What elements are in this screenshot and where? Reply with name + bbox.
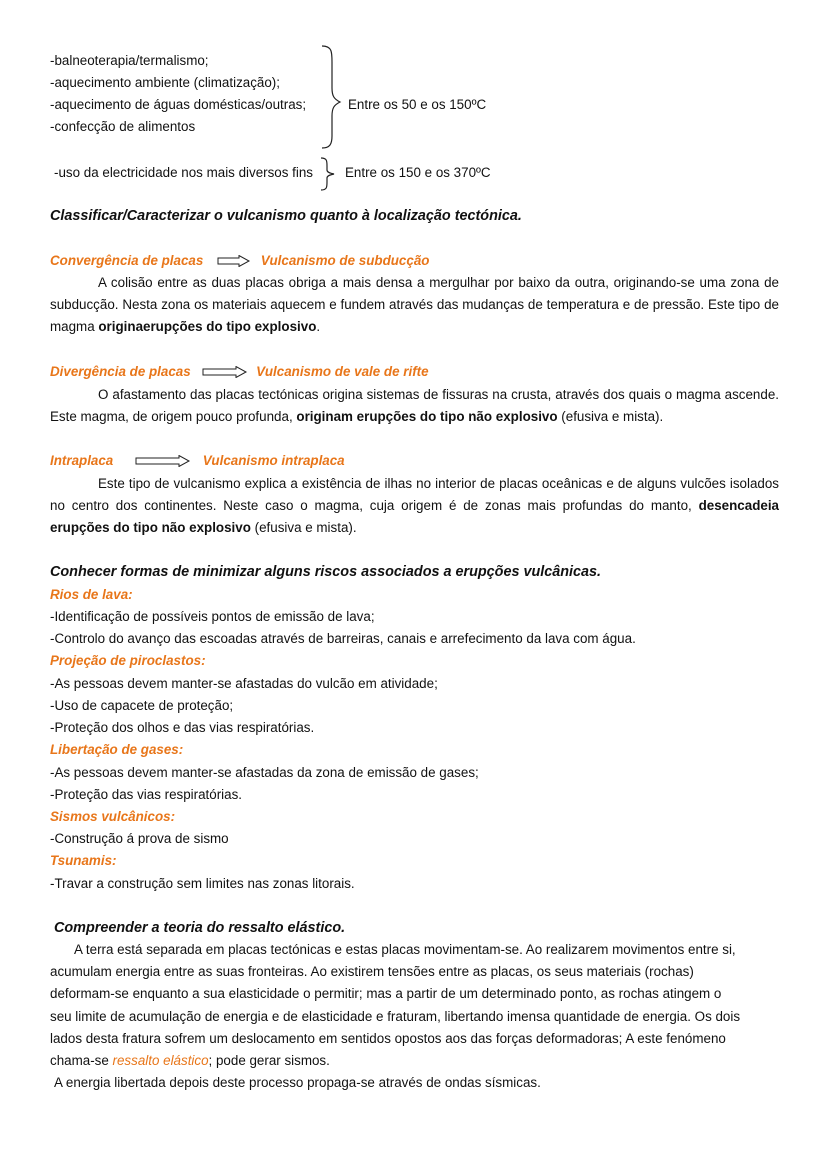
uses-item-4: -confecção de alimentos	[50, 119, 196, 134]
intraplate-text-bold: desencadeia erupções do tipo não explosivo	[50, 498, 779, 536]
intraplate-heading	[50, 453, 345, 468]
risk-item: -Proteção dos olhos e das vias respiratórias.	[50, 720, 315, 735]
electricity-item: -uso da electricidade nos mais diversos fins	[54, 165, 314, 180]
risk-item: -Construção á prova de sismo	[50, 831, 229, 846]
intraplate-label: Intraplaca	[50, 453, 114, 468]
intraplate-text-end: (efusiva e mista).	[250, 520, 357, 536]
divergence-text: O afastamento das placas tectónicas origina sistemas de fissuras na crusta, através dos quais o magma ascende. Este magma, de origem pouco profunda,	[50, 387, 779, 425]
arrow-right-icon	[135, 455, 191, 467]
rebound-line-5: lados desta fratura sofrem um deslocamento em sentidos opostos aos das forças deformadoras; A este fenómeno	[50, 1031, 726, 1046]
risk-item: -As pessoas devem manter-se afastadas do vulcão em atividade;	[50, 676, 438, 691]
risk-heading-gases: Libertação de gases:	[50, 742, 184, 757]
range-label-2: Entre os 150 e os 370ºC	[345, 165, 491, 180]
risk-heading-tsunamis: Tsunamis:	[50, 853, 117, 868]
rebound-line-3: deformam-se enquanto a sua elasticidade o permitir; mas a partir de um determinado ponto, as rochas atingem o	[50, 986, 722, 1001]
divergence-result: Vulcanismo de vale de rifte	[256, 364, 429, 379]
uses-item-1: -balneoterapia/termalismo;	[50, 53, 209, 68]
convergence-text-bold: originaerupções do tipo explosivo	[98, 319, 317, 335]
risk-item: -Proteção das vias respiratórias.	[50, 787, 243, 802]
risk-item: -Identificação de possíveis pontos de emissão de lava;	[50, 609, 375, 624]
convergence-text-end: .	[316, 319, 321, 335]
convergence-paragraph	[50, 272, 779, 339]
intraplate-result: Vulcanismo intraplaca	[202, 453, 345, 468]
divergence-text-end: (efusiva e mista).	[557, 409, 664, 425]
rebound-text-end: ; pode gerar sismos.	[208, 1053, 330, 1068]
risk-heading-pyroclasts: Projeção de piroclastos:	[50, 653, 206, 668]
risk-item: -Travar a construção sem limites nas zonas litorais.	[50, 876, 355, 891]
section-title-tectonic: Classificar/Caracterizar o vulcanismo quanto à localização tectónica.	[50, 208, 522, 224]
rebound-line-2: acumulam energia entre as suas fronteiras. Ao existirem tensões entre as placas, os seus materiais (rochas)	[50, 964, 694, 979]
arrow-right-icon	[217, 255, 251, 267]
convergence-text: A colisão entre as duas placas obriga a mais densa a mergulhar por baixo da outra, originando-se uma zona de subducção. Nesta zona os materiais aquecem e fundem através das mudanças de temperatura e de pressão. Este tipo de magma	[50, 275, 779, 335]
uses-item-2: -aquecimento ambiente (climatização);	[50, 75, 280, 90]
section-title-risks: Conhecer formas de minimizar alguns riscos associados a erupções vulcânicas.	[50, 564, 602, 580]
rebound-line-4: seu limite de acumulação de energia e de elasticidade e fraturam, libertando imensa quantidade de energia. Os dois	[50, 1009, 741, 1024]
risk-item: -As pessoas devem manter-se afastadas da zona de emissão de gases;	[50, 765, 479, 780]
risk-item: -Controlo do avanço das escoadas através de barreiras, canais e arrefecimento da lava com água.	[50, 631, 636, 646]
range-label-1: Entre os 50 e os 150ºC	[348, 97, 487, 112]
rebound-text: chama-se	[50, 1053, 113, 1068]
divergence-text-bold: originam erupções do tipo não explosivo	[296, 409, 558, 425]
divergence-paragraph	[50, 384, 779, 428]
brace-small	[318, 156, 344, 192]
rebound-line-1: A terra está separada em placas tectónicas e estas placas movimentam-se. Ao realizarem movimentos entre si,	[74, 942, 736, 957]
risk-heading-earthquakes: Sismos vulcânicos:	[50, 809, 176, 824]
convergence-label: Convergência de placas	[50, 253, 204, 268]
risk-heading-lava: Rios de lava:	[50, 587, 133, 602]
arrow-right-icon	[202, 366, 248, 378]
rebound-final-line: A energia libertada depois deste processo propaga-se através de ondas sísmicas.	[54, 1075, 541, 1090]
rebound-line-6	[50, 1053, 330, 1068]
rebound-highlight: ressalto elástico	[112, 1053, 209, 1068]
divergence-heading	[50, 364, 429, 379]
convergence-result: Vulcanismo de subducção	[260, 253, 430, 268]
convergence-heading	[50, 253, 429, 268]
section-title-rebound: Compreender a teoria do ressalto elástico.	[54, 920, 346, 936]
brace-large	[316, 44, 346, 150]
intraplate-text: Este tipo de vulcanismo explica a existência de ilhas no interior de placas oceânicas e de alguns vulcões isolados no centro dos continentes. Neste caso o magma, cuja origem é de zonas mais profundas do manto,	[50, 476, 779, 514]
divergence-label: Divergência de placas	[50, 364, 191, 379]
intraplate-paragraph	[50, 473, 779, 540]
risk-item: -Uso de capacete de proteção;	[50, 698, 234, 713]
uses-item-3: -aquecimento de águas domésticas/outras;	[50, 97, 307, 112]
